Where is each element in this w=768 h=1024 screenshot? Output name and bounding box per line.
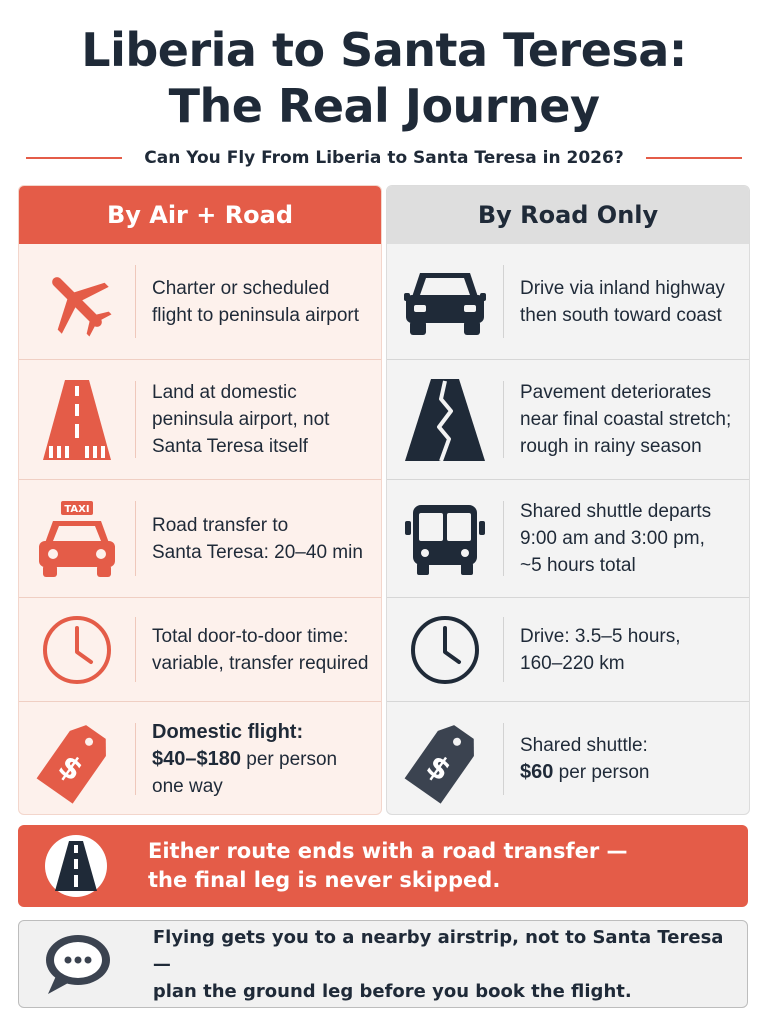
cracked-road-icon xyxy=(387,360,503,479)
page-title xyxy=(0,22,768,134)
text-line: Pavement deteriorates xyxy=(520,382,712,403)
air-row-time-text xyxy=(136,623,381,677)
air-row-cost-text xyxy=(136,719,381,800)
text-line: Drive: 3.5–5 hours, xyxy=(520,625,681,647)
road-row-shuttle-text xyxy=(504,498,749,579)
air-row-flight-text xyxy=(136,275,381,329)
road-row-cost xyxy=(387,701,749,815)
speech-bubble-icon xyxy=(19,932,135,996)
price-line xyxy=(520,759,741,786)
runway-icon xyxy=(19,360,135,479)
subtitle-row xyxy=(0,146,768,170)
text-line: Domestic flight: xyxy=(152,720,304,743)
air-row-time xyxy=(19,597,381,701)
air-row-transfer-text xyxy=(136,512,381,566)
airplane-icon xyxy=(19,244,135,359)
price-tag-icon xyxy=(19,702,135,815)
taxi-badge-text: TAXI xyxy=(64,503,90,515)
taxi-icon xyxy=(19,480,135,597)
text-line: Shared shuttle: xyxy=(520,735,648,756)
text-line: Santa Teresa: 20–40 min xyxy=(152,541,363,563)
price-suffix: per person xyxy=(553,762,650,783)
text-line: Shared shuttle departs xyxy=(520,501,712,522)
price-value: $40–$180 xyxy=(152,747,241,770)
road-row-drive-text xyxy=(504,275,749,329)
svg-text:$: $ xyxy=(419,748,457,789)
road-row-cost-text xyxy=(504,732,749,786)
text-line: ~5 hours total xyxy=(520,555,636,576)
svg-text:$: $ xyxy=(51,748,89,789)
road-row-time xyxy=(387,597,749,701)
air-column-heading: By Air + Road xyxy=(19,186,381,244)
car-icon xyxy=(387,244,503,359)
tip-line-1: Flying gets you to a nearby airstrip, not to Santa Teresa — xyxy=(152,926,724,975)
text-line: Charter or scheduled xyxy=(152,277,330,299)
road-row-drive xyxy=(387,244,749,359)
subtitle: Can You Fly From Liberia to Santa Teresa in 2026? xyxy=(144,148,624,168)
air-column xyxy=(18,185,382,815)
bus-icon xyxy=(387,480,503,597)
road-column xyxy=(386,185,750,815)
air-row-cost xyxy=(19,701,381,815)
banner-line-2: the final leg is never skipped. xyxy=(148,868,501,892)
text-line: one way xyxy=(152,775,223,797)
text-line: 160–220 km xyxy=(520,652,625,674)
text-line: Land at domestic xyxy=(152,382,297,403)
road-row-shuttle xyxy=(387,479,749,597)
banner-text xyxy=(134,837,628,895)
right-divider xyxy=(646,157,742,159)
road-icon xyxy=(18,833,134,899)
text-line: Total door-to-door time: xyxy=(152,625,349,647)
tip-line-2: plan the ground leg before you book the flight. xyxy=(152,980,632,1002)
road-row-pavement-text xyxy=(504,379,749,460)
text-line: rough in rainy season xyxy=(520,436,702,457)
title-line-2: The Real Journey xyxy=(168,79,600,133)
price-line xyxy=(152,746,373,773)
text-line: Santa Teresa itself xyxy=(152,436,308,457)
text-line: peninsula airport, not xyxy=(152,409,330,430)
price-tag-icon xyxy=(387,702,503,815)
air-row-flight xyxy=(19,244,381,359)
clock-icon xyxy=(19,598,135,701)
banner-line-1: Either route ends with a road transfer — xyxy=(148,839,628,863)
air-row-landing xyxy=(19,359,381,479)
price-value: $60 xyxy=(520,761,554,783)
text-line: Drive via inland highway xyxy=(520,277,725,299)
text-line: variable, transfer required xyxy=(152,652,369,674)
text-line: Road transfer to xyxy=(152,514,289,536)
text-line: 9:00 am and 3:00 pm, xyxy=(520,528,705,549)
key-takeaway-banner xyxy=(18,825,748,907)
text-line: near final coastal stretch; xyxy=(520,409,732,430)
clock-icon xyxy=(387,598,503,701)
left-divider xyxy=(26,157,122,159)
price-suffix: per person xyxy=(240,748,338,770)
road-row-time-text xyxy=(504,623,749,677)
text-line: flight to peninsula airport xyxy=(152,304,360,326)
tip-text xyxy=(135,924,747,1005)
road-column-heading: By Road Only xyxy=(387,186,749,244)
title-line-1: Liberia to Santa Teresa: xyxy=(81,23,687,77)
air-row-transfer xyxy=(19,479,381,597)
text-line: then south toward coast xyxy=(520,304,722,326)
tip-box xyxy=(18,920,748,1008)
road-row-pavement xyxy=(387,359,749,479)
air-row-landing-text xyxy=(136,379,381,460)
